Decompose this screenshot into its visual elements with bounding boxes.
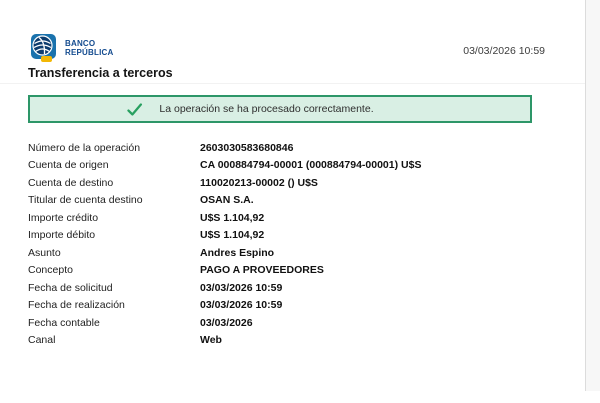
detail-label: Canal <box>28 334 56 347</box>
detail-label: Importe crédito <box>28 211 99 224</box>
detail-row <box>28 244 548 262</box>
header-datetime: 03/03/2026 10:59 <box>463 45 545 57</box>
detail-row <box>28 227 548 245</box>
detail-label: Importe débito <box>28 229 96 242</box>
detail-value: OSAN S.A. <box>200 194 254 207</box>
detail-value: Web <box>200 334 222 347</box>
detail-value: 03/03/2026 10:59 <box>200 281 283 294</box>
detail-row <box>28 139 548 157</box>
detail-value: Andres Espino <box>200 246 275 259</box>
detail-label: Cuenta de destino <box>28 176 114 189</box>
detail-value: U$S 1.104,92 <box>200 229 265 242</box>
detail-label: Concepto <box>28 264 73 277</box>
detail-row <box>28 192 548 210</box>
bank-logo <box>30 33 113 63</box>
right-gutter <box>585 0 600 391</box>
detail-row <box>28 174 548 192</box>
detail-row <box>28 262 548 280</box>
page-title: Transferencia a terceros <box>28 66 173 80</box>
detail-label: Fecha de solicitud <box>28 281 113 294</box>
bank-logo-line1: BANCO <box>65 39 96 48</box>
detail-label: Cuenta de origen <box>28 159 109 172</box>
success-banner <box>28 95 532 123</box>
detail-label: Titular de cuenta destino <box>28 194 143 207</box>
detail-label: Fecha de realización <box>28 299 125 312</box>
detail-value: U$S 1.104,92 <box>200 211 265 224</box>
detail-row <box>28 332 548 350</box>
detail-label: Fecha contable <box>28 316 100 329</box>
details-list <box>28 139 548 349</box>
detail-value: CA 000884794-00001 (000884794-00001) U$S <box>200 159 422 172</box>
detail-row <box>28 157 548 175</box>
bank-logo-text <box>65 39 113 57</box>
success-message: La operación se ha procesado correctamente. <box>159 103 374 115</box>
detail-value: 03/03/2026 <box>200 316 253 329</box>
detail-label: Número de la operación <box>28 141 141 154</box>
detail-row <box>28 297 548 315</box>
bank-logo-line2: REPÚBLICA <box>65 48 114 57</box>
title-separator <box>0 83 585 84</box>
detail-row <box>28 314 548 332</box>
detail-label: Asunto <box>28 246 61 259</box>
bank-emblem-icon <box>30 33 58 63</box>
detail-row <box>28 209 548 227</box>
detail-value: 110020213-00002 () U$S <box>200 176 318 189</box>
check-icon <box>126 101 143 118</box>
detail-value: 2603030583680846 <box>200 141 294 154</box>
detail-row <box>28 279 548 297</box>
detail-value: PAGO A PROVEEDORES <box>200 264 324 277</box>
detail-value: 03/03/2026 10:59 <box>200 299 283 312</box>
